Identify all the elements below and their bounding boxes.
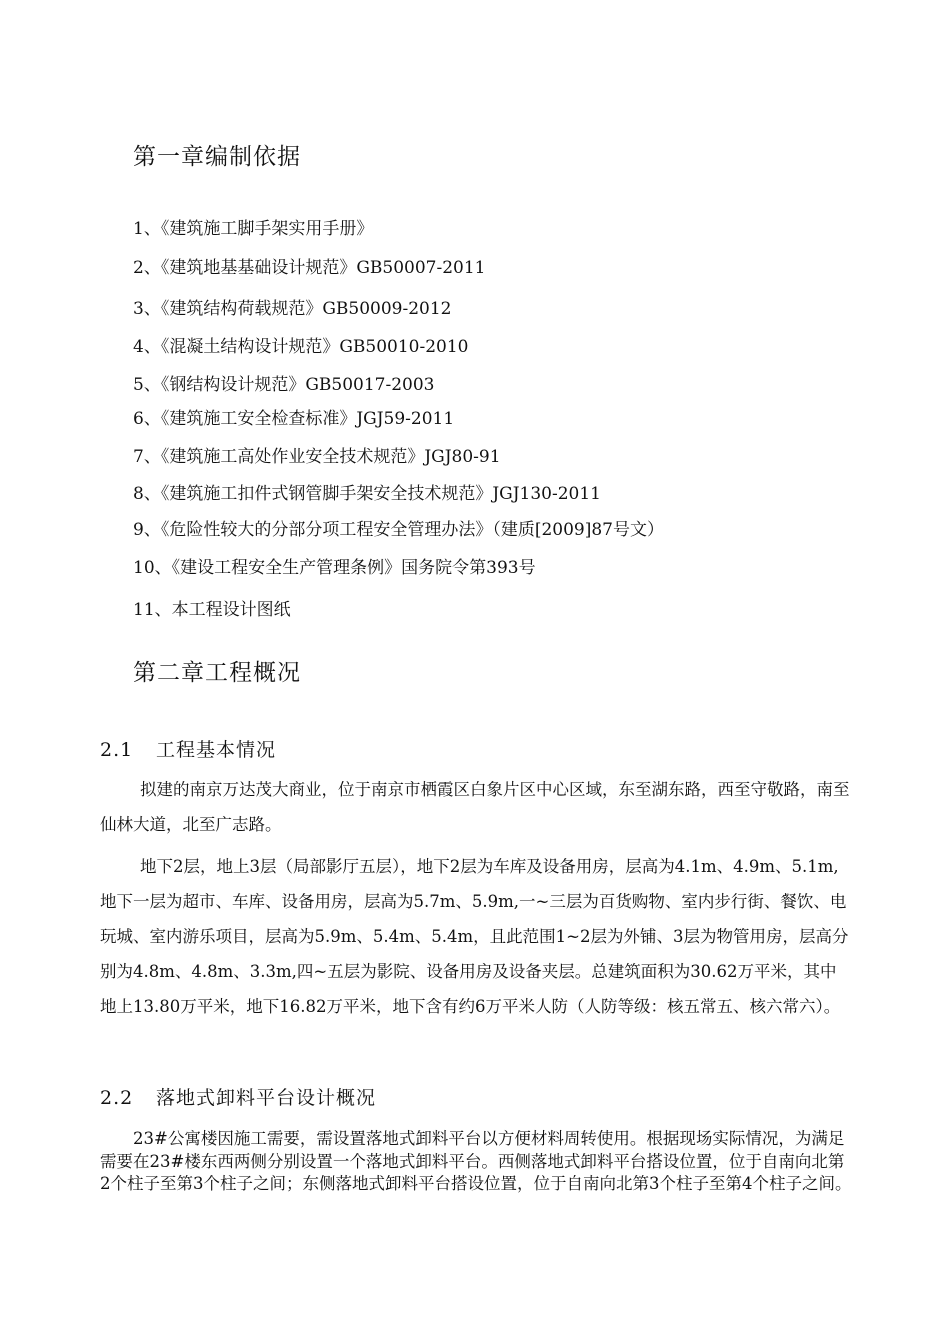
section-title: 落地式卸料平台设计概况	[156, 1087, 377, 1109]
section-2-2-heading	[100, 1083, 376, 1110]
section-title: 工程基本情况	[156, 739, 277, 761]
reference-item-5: 5、《钢结构设计规范》GB50017-2003	[133, 375, 435, 395]
section-2-2-paragraph-1	[100, 1128, 852, 1196]
reference-item-8: 8、《建筑施工扣件式钢管脚手架安全技术规范》JGJ130-2011	[133, 484, 601, 504]
reference-item-7: 7、《建筑施工高处作业安全技术规范》JGJ80-91	[133, 447, 501, 467]
reference-item-3: 3、《建筑结构荷载规范》GB50009-2012	[133, 299, 452, 319]
reference-item-10: 10、《建设工程安全生产管理条例》国务院令第393号	[133, 558, 536, 578]
reference-item-1: 1、《建筑施工脚手架实用手册》	[133, 219, 374, 239]
reference-item-4: 4、《混凝土结构设计规范》GB50010-2010	[133, 337, 469, 357]
reference-item-6: 6、《建筑施工安全检查标准》JGJ59-2011	[133, 409, 455, 429]
section-number: 2.1	[100, 739, 134, 761]
reference-item-9: 9、《危险性较大的分部分项工程安全管理办法》（建质[2009]87号文）	[133, 520, 664, 540]
reference-item-2: 2、《建筑地基基础设计规范》GB50007-2011	[133, 258, 486, 278]
section-2-1-paragraph-2	[100, 849, 852, 1024]
paragraph-text: 拟建的南京万达茂大商业，位于南京市栖霞区白象片区中心区域，东至湖东路，西至守敬路，南至仙林大道，北至广志路。	[100, 780, 850, 834]
paragraph-text: 地下2层，地上3层（局部影厅五层），地下2层为车库及设备用房，层高为4.1m、4.9m、5.1m,地下一层为超市、车库、设备用房，层高为5.7m、5.9m,一~三层为百货购物、室内步行街、餐饮、电玩城、室内游乐项目，层高为5.9m、5.4m、5.4m，且此范围1~2层为外铺、3层为物管用房，层高分别为4.8m、4.8m、3.3m,四~五层为影院、设备用房及设备夹层。总建筑面积为30.62万平米，其中地上13.80万平米，地下16.82万平米，地下含有约6万平米人防（人防等级：核五常五、核六常六）。	[100, 857, 849, 1016]
section-number: 2.2	[100, 1087, 134, 1109]
paragraph-text: 23#公寓楼因施工需要，需设置落地式卸料平台以方便材料周转使用。根据现场实际情况，为满足需要在23#楼东西两侧分别设置一个落地式卸料平台。西侧落地式卸料平台搭设位置，位于自南向北第2个柱子至第3个柱子之间；东侧落地式卸料平台搭设位置，位于自南向北第3个柱子至第4个柱子之间。	[100, 1129, 852, 1193]
section-2-1-heading	[100, 735, 276, 762]
reference-item-11: 11、本工程设计图纸	[133, 600, 291, 620]
chapter-2-title: 第二章工程概况	[133, 660, 301, 686]
section-2-1-paragraph-1	[100, 772, 852, 842]
chapter-1-title: 第一章编制依据	[133, 144, 301, 170]
